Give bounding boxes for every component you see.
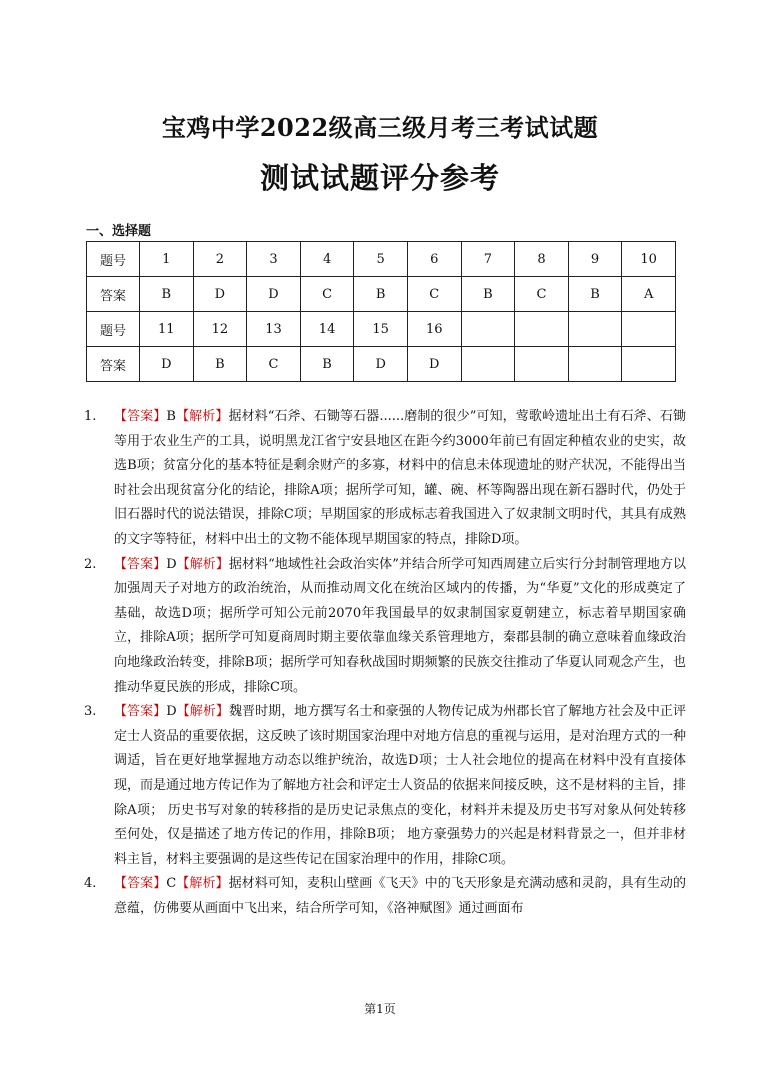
- explanation-number: 3.: [84, 704, 97, 720]
- table-cell: C: [300, 277, 354, 312]
- table-cell: [568, 347, 622, 382]
- explanation-item: [82, 700, 686, 872]
- table-cell: D: [247, 277, 301, 312]
- table-cell: B: [568, 277, 622, 312]
- table-cell: B: [300, 347, 354, 382]
- table-cell: C: [407, 277, 461, 312]
- table-row: [87, 347, 676, 382]
- table-cell: [515, 312, 569, 347]
- explanation-number: 4.: [84, 876, 97, 892]
- row-header-cell: 题号: [87, 312, 140, 347]
- table-cell: [461, 347, 515, 382]
- table-row: [87, 242, 676, 277]
- table-cell: D: [193, 277, 247, 312]
- table-cell: [622, 347, 676, 382]
- analysis-tag: 【解析】: [176, 556, 229, 572]
- row-header-cell: 答案: [87, 347, 140, 382]
- row-header-cell: 答案: [87, 277, 140, 312]
- section-heading: 一、选择题: [86, 224, 152, 239]
- explanation-item: [82, 872, 686, 921]
- table-cell: B: [354, 277, 408, 312]
- explanation-text: 魏晋时期，地方撰写名士和豪强的人物传记成为州郡长官了解地方社会及中正评定士人资品的重要依据，这反映了该时期国家治理中对地方信息的重视与运用，是对治理方式的一种调适，旨在更好地掌握地方动态以维护统治，故选D项；士人社会地位的提高在材料中没有直接体现，而是通过地方传记作为了解地方社会和评定士人资品的依据来间接反映，这不是材料的主旨，排除A项； 历史书写对象的转移指的是历史记录焦点的变化，材料并未提及历史书写对象从何处转移至何处，仅是描述了地方传记的作用，排除B项； 地方豪强势力的兴起是材料背景之一，但并非材料主旨，材料主要强调的是这些传记在国家治理中的作用，排除C项。: [114, 704, 687, 867]
- answer-tag: 【答案】: [114, 409, 167, 424]
- table-cell: D: [140, 347, 194, 382]
- explanation-text: 据材料“石斧、石锄等石器......磨制的很少”可知，莺歌岭遗址出土有石斧、石锄等用于农业生产的工具，说明黑龙江省宁安县地区在距今约3000年前已有固定种植农业的史实，故选B项；贫富分化的基本特征是剩余财产的多寡，材料中的信息未体现遗址的财产状况，不能得出当时社会出现贫富分化的结论，排除A项；据所学可知，罐、碗、杯等陶器出现在新石器时代，仍处于旧石器时代的说法错误，排除C项；早期国家的形成标志着我国进入了奴隶制文明时代，其具有成熟的文字等特征，材料中出土的文物不能体现早期国家的特点，排除D项。: [114, 409, 686, 547]
- table-cell: 15: [354, 312, 408, 347]
- table-cell: 7: [461, 242, 515, 277]
- table-row: [87, 312, 676, 347]
- table-cell: 2: [193, 242, 247, 277]
- table-cell: 11: [140, 312, 194, 347]
- table-cell: 1: [140, 242, 194, 277]
- row-header-cell: 题号: [87, 242, 140, 277]
- table-cell: D: [407, 347, 461, 382]
- answer-letter: D: [166, 704, 177, 720]
- document-subtitle: 测试试题评分参考: [259, 161, 500, 195]
- table-cell: [515, 347, 569, 382]
- table-cell: 10: [622, 242, 676, 277]
- table-cell: 6: [407, 242, 461, 277]
- table-cell: B: [461, 277, 515, 312]
- explanation-number: 1.: [84, 409, 97, 424]
- answer-letter: D: [166, 556, 177, 572]
- answer-tag: 【答案】: [114, 556, 167, 572]
- analysis-tag: 【解析】: [176, 704, 229, 720]
- explanations-list: [82, 405, 686, 921]
- table-cell: 4: [300, 242, 354, 277]
- explanation-item: [82, 405, 686, 553]
- explanation-text: 据材料可知，麦积山壁画《飞天》中的飞天形象是充满动感和灵韵，具有生动的意蕴，仿佛要从画面中飞出来，结合所学可知，《洛神赋图》通过画面布: [114, 876, 686, 916]
- table-cell: 3: [247, 242, 301, 277]
- analysis-tag: 【解析】: [175, 409, 229, 424]
- table-cell: [568, 312, 622, 347]
- table-cell: [622, 312, 676, 347]
- table-cell: [461, 312, 515, 347]
- table-cell: B: [193, 347, 247, 382]
- answer-tag: 【答案】: [114, 704, 167, 720]
- table-cell: 12: [193, 312, 247, 347]
- table-cell: 5: [354, 242, 408, 277]
- explanation-item: [82, 553, 686, 701]
- table-row: [87, 277, 676, 312]
- document-title: 宝鸡中学2022级高三级月考三考试试题: [161, 113, 599, 142]
- answer-letter: B: [166, 409, 176, 424]
- table-cell: 8: [515, 242, 569, 277]
- table-cell: 14: [300, 312, 354, 347]
- table-cell: 13: [247, 312, 301, 347]
- table-cell: 9: [568, 242, 622, 277]
- analysis-tag: 【解析】: [176, 876, 229, 892]
- answer-letter: C: [166, 876, 177, 892]
- explanation-text: 据材料“地域性社会政治实体”并结合所学可知西周建立后实行分封制管理地方以加强周天子对地方的政治统治，从而推动周文化在统治区域内的传播，为“华夏”文化的形成奠定了基础，故选D项；据所学可知公元前2070年我国最早的奴隶制国家夏朝建立，标志着早期国家确立，排除A项；据所学可知夏商周时期主要依靠血缘关系管理地方，秦郡县制的确立意味着血缘政治向地缘政治转变，排除B项；据所学可知春秋战国时期频繁的民族交往推动了华夏认同观念产生，也推动华夏民族的形成，排除C项。: [114, 556, 686, 695]
- table-cell: C: [247, 347, 301, 382]
- table-cell: B: [140, 277, 194, 312]
- answer-tag: 【答案】: [114, 876, 167, 892]
- explanation-number: 2.: [84, 556, 97, 572]
- table-cell: D: [354, 347, 408, 382]
- table-cell: 16: [407, 312, 461, 347]
- table-cell: C: [515, 277, 569, 312]
- page-number: 第1页: [364, 1002, 396, 1016]
- table-cell: A: [622, 277, 676, 312]
- answer-table: [86, 241, 676, 382]
